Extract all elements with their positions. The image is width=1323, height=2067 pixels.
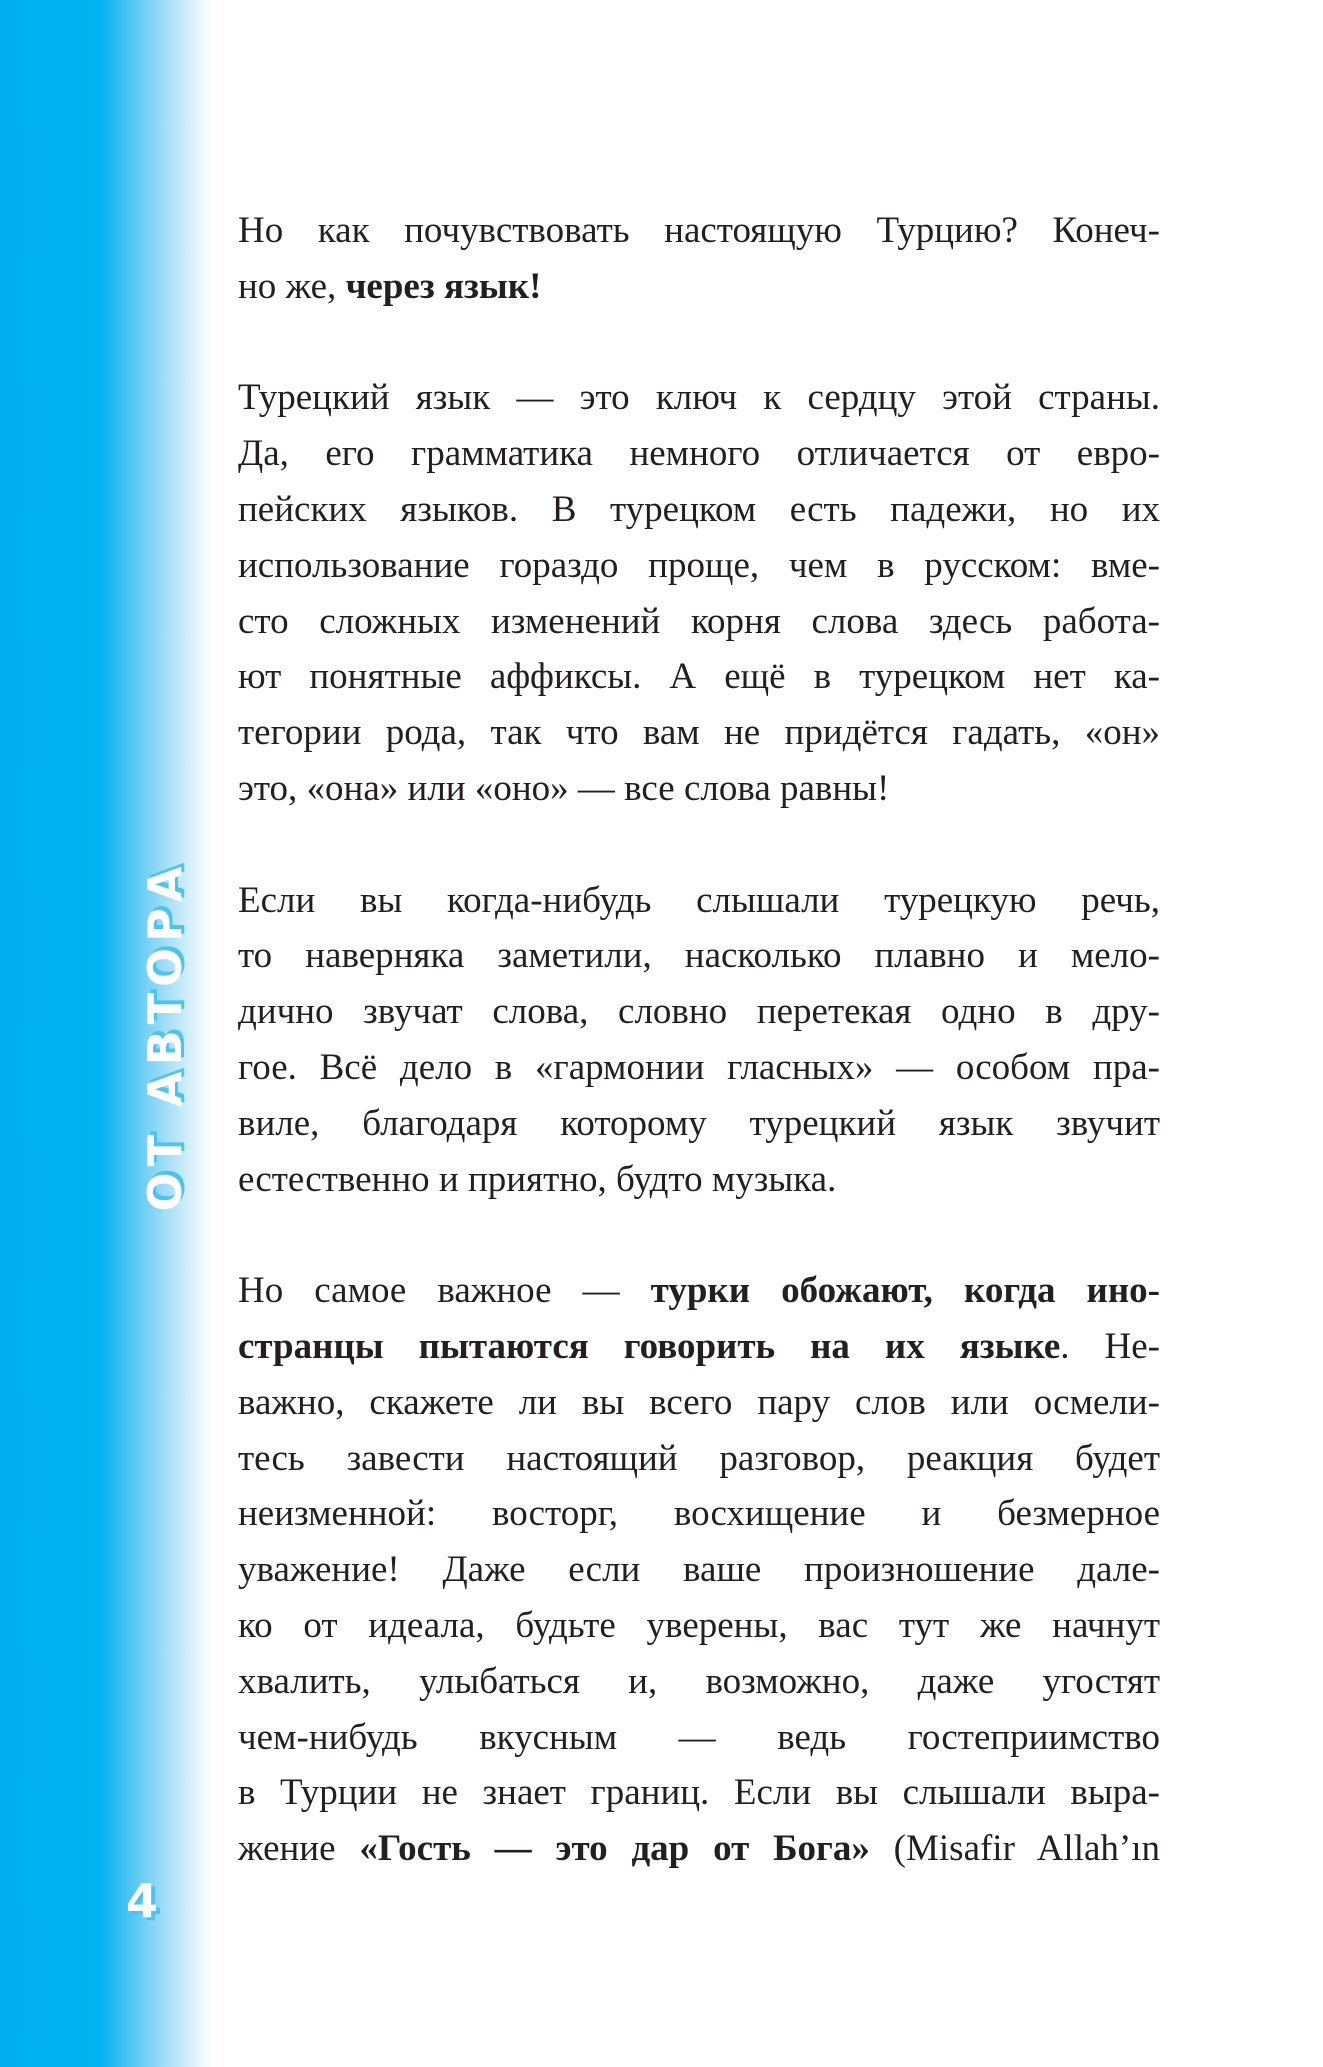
text-segment: дично звучат слова, словно перетекая одно в дру- — [238, 991, 1160, 1033]
text-segment: чем-нибудь вкусным — ведь гостеприимство — [238, 1716, 1160, 1758]
text-line — [238, 1654, 1160, 1710]
text-segment: использование гораздо проще, чем в русском: вме- — [238, 544, 1160, 586]
text-segment: тегории рода, так что вам не придётся гадать, «он» — [238, 712, 1160, 754]
paragraph-spacer — [238, 1207, 1160, 1263]
text-line — [238, 984, 1160, 1040]
text-segment: Турецкий язык — это ключ к сердцу этой страны. — [238, 377, 1160, 419]
text-segment: ко от идеала, будьте уверены, вас тут же начнут — [238, 1604, 1160, 1646]
paragraph-spacer — [238, 315, 1160, 371]
text-line — [238, 1486, 1160, 1542]
text-line — [238, 1319, 1160, 1375]
text-line — [238, 1040, 1160, 1096]
text-line — [238, 259, 1160, 315]
text-segment: Но самое важное — — [238, 1270, 651, 1312]
text-segment: это, «она» или «оно» — все слова равны! — [238, 767, 890, 809]
bold-text: странцы пытаются говорить на их языке — [238, 1325, 1061, 1367]
text-segment: ют понятные аффиксы. А ещё в турецком нет ка- — [238, 656, 1160, 698]
text-line — [238, 873, 1160, 929]
text-segment: (Misafir Allah’ın — [869, 1828, 1160, 1870]
text-line — [238, 426, 1160, 482]
text-line — [238, 1431, 1160, 1487]
text-segment: естественно и приятно, будто музыка. — [238, 1158, 837, 1200]
text-segment: жение — [238, 1828, 360, 1870]
text-line — [238, 649, 1160, 705]
body-text — [238, 203, 1160, 1877]
text-line — [238, 705, 1160, 761]
text-line — [238, 928, 1160, 984]
text-line — [238, 1765, 1160, 1821]
text-line — [238, 1152, 1160, 1208]
text-segment: Если вы когда-нибудь слышали турецкую речь, — [238, 879, 1160, 921]
paragraph-spacer — [238, 817, 1160, 873]
text-segment: виле, благодаря которому турецкий язык звучит — [238, 1102, 1160, 1144]
sidebar-band — [0, 0, 215, 2067]
text-segment: но же, — [238, 265, 346, 307]
text-line — [238, 1598, 1160, 1654]
text-line — [238, 594, 1160, 650]
text-segment: Да, его грамматика немного отличается от евро- — [238, 433, 1160, 475]
bold-text: турки обожают, когда ино- — [650, 1270, 1160, 1312]
text-segment: уважение! Даже если ваше произношение дале- — [238, 1549, 1160, 1591]
section-title: ОТ АВТОРА — [138, 860, 192, 1212]
text-line — [238, 482, 1160, 538]
text-segment: гое. Всё дело в «гармонии гласных» — особом пра- — [238, 1046, 1160, 1088]
text-line — [238, 1710, 1160, 1766]
text-segment: сто сложных изменений корня слова здесь работа- — [238, 600, 1160, 642]
page-number: 4 — [126, 1874, 159, 1928]
text-segment: важно, скажете ли вы всего пару слов или осмели- — [238, 1381, 1160, 1423]
text-line — [238, 538, 1160, 594]
text-line — [238, 370, 1160, 426]
text-segment: Но как почувствовать настоящую Турцию? Конеч- — [238, 210, 1160, 251]
bold-text: «Гость — это дар от Бога» — [359, 1828, 870, 1870]
text-segment: тесь завести настоящий разговор, реакция будет — [238, 1437, 1160, 1479]
text-line — [238, 1375, 1160, 1431]
text-line — [238, 1263, 1160, 1319]
text-line — [238, 1542, 1160, 1598]
text-segment: . Не- — [1060, 1325, 1160, 1367]
text-segment: хвалить, улыбаться и, возможно, даже угостят — [238, 1660, 1160, 1702]
text-line — [238, 761, 1160, 817]
bold-text: через язык! — [345, 265, 542, 307]
text-segment: неизменной: восторг, восхищение и безмерное — [238, 1493, 1160, 1535]
text-segment: пейских языков. В турецком есть падежи, но их — [238, 488, 1160, 530]
text-segment: то наверняка заметили, насколько плавно и мело- — [238, 935, 1160, 977]
text-line — [238, 1821, 1160, 1877]
text-segment: в Турции не знает границ. Если вы слышали выра- — [238, 1772, 1160, 1814]
text-line — [238, 203, 1160, 259]
text-line — [238, 1096, 1160, 1152]
